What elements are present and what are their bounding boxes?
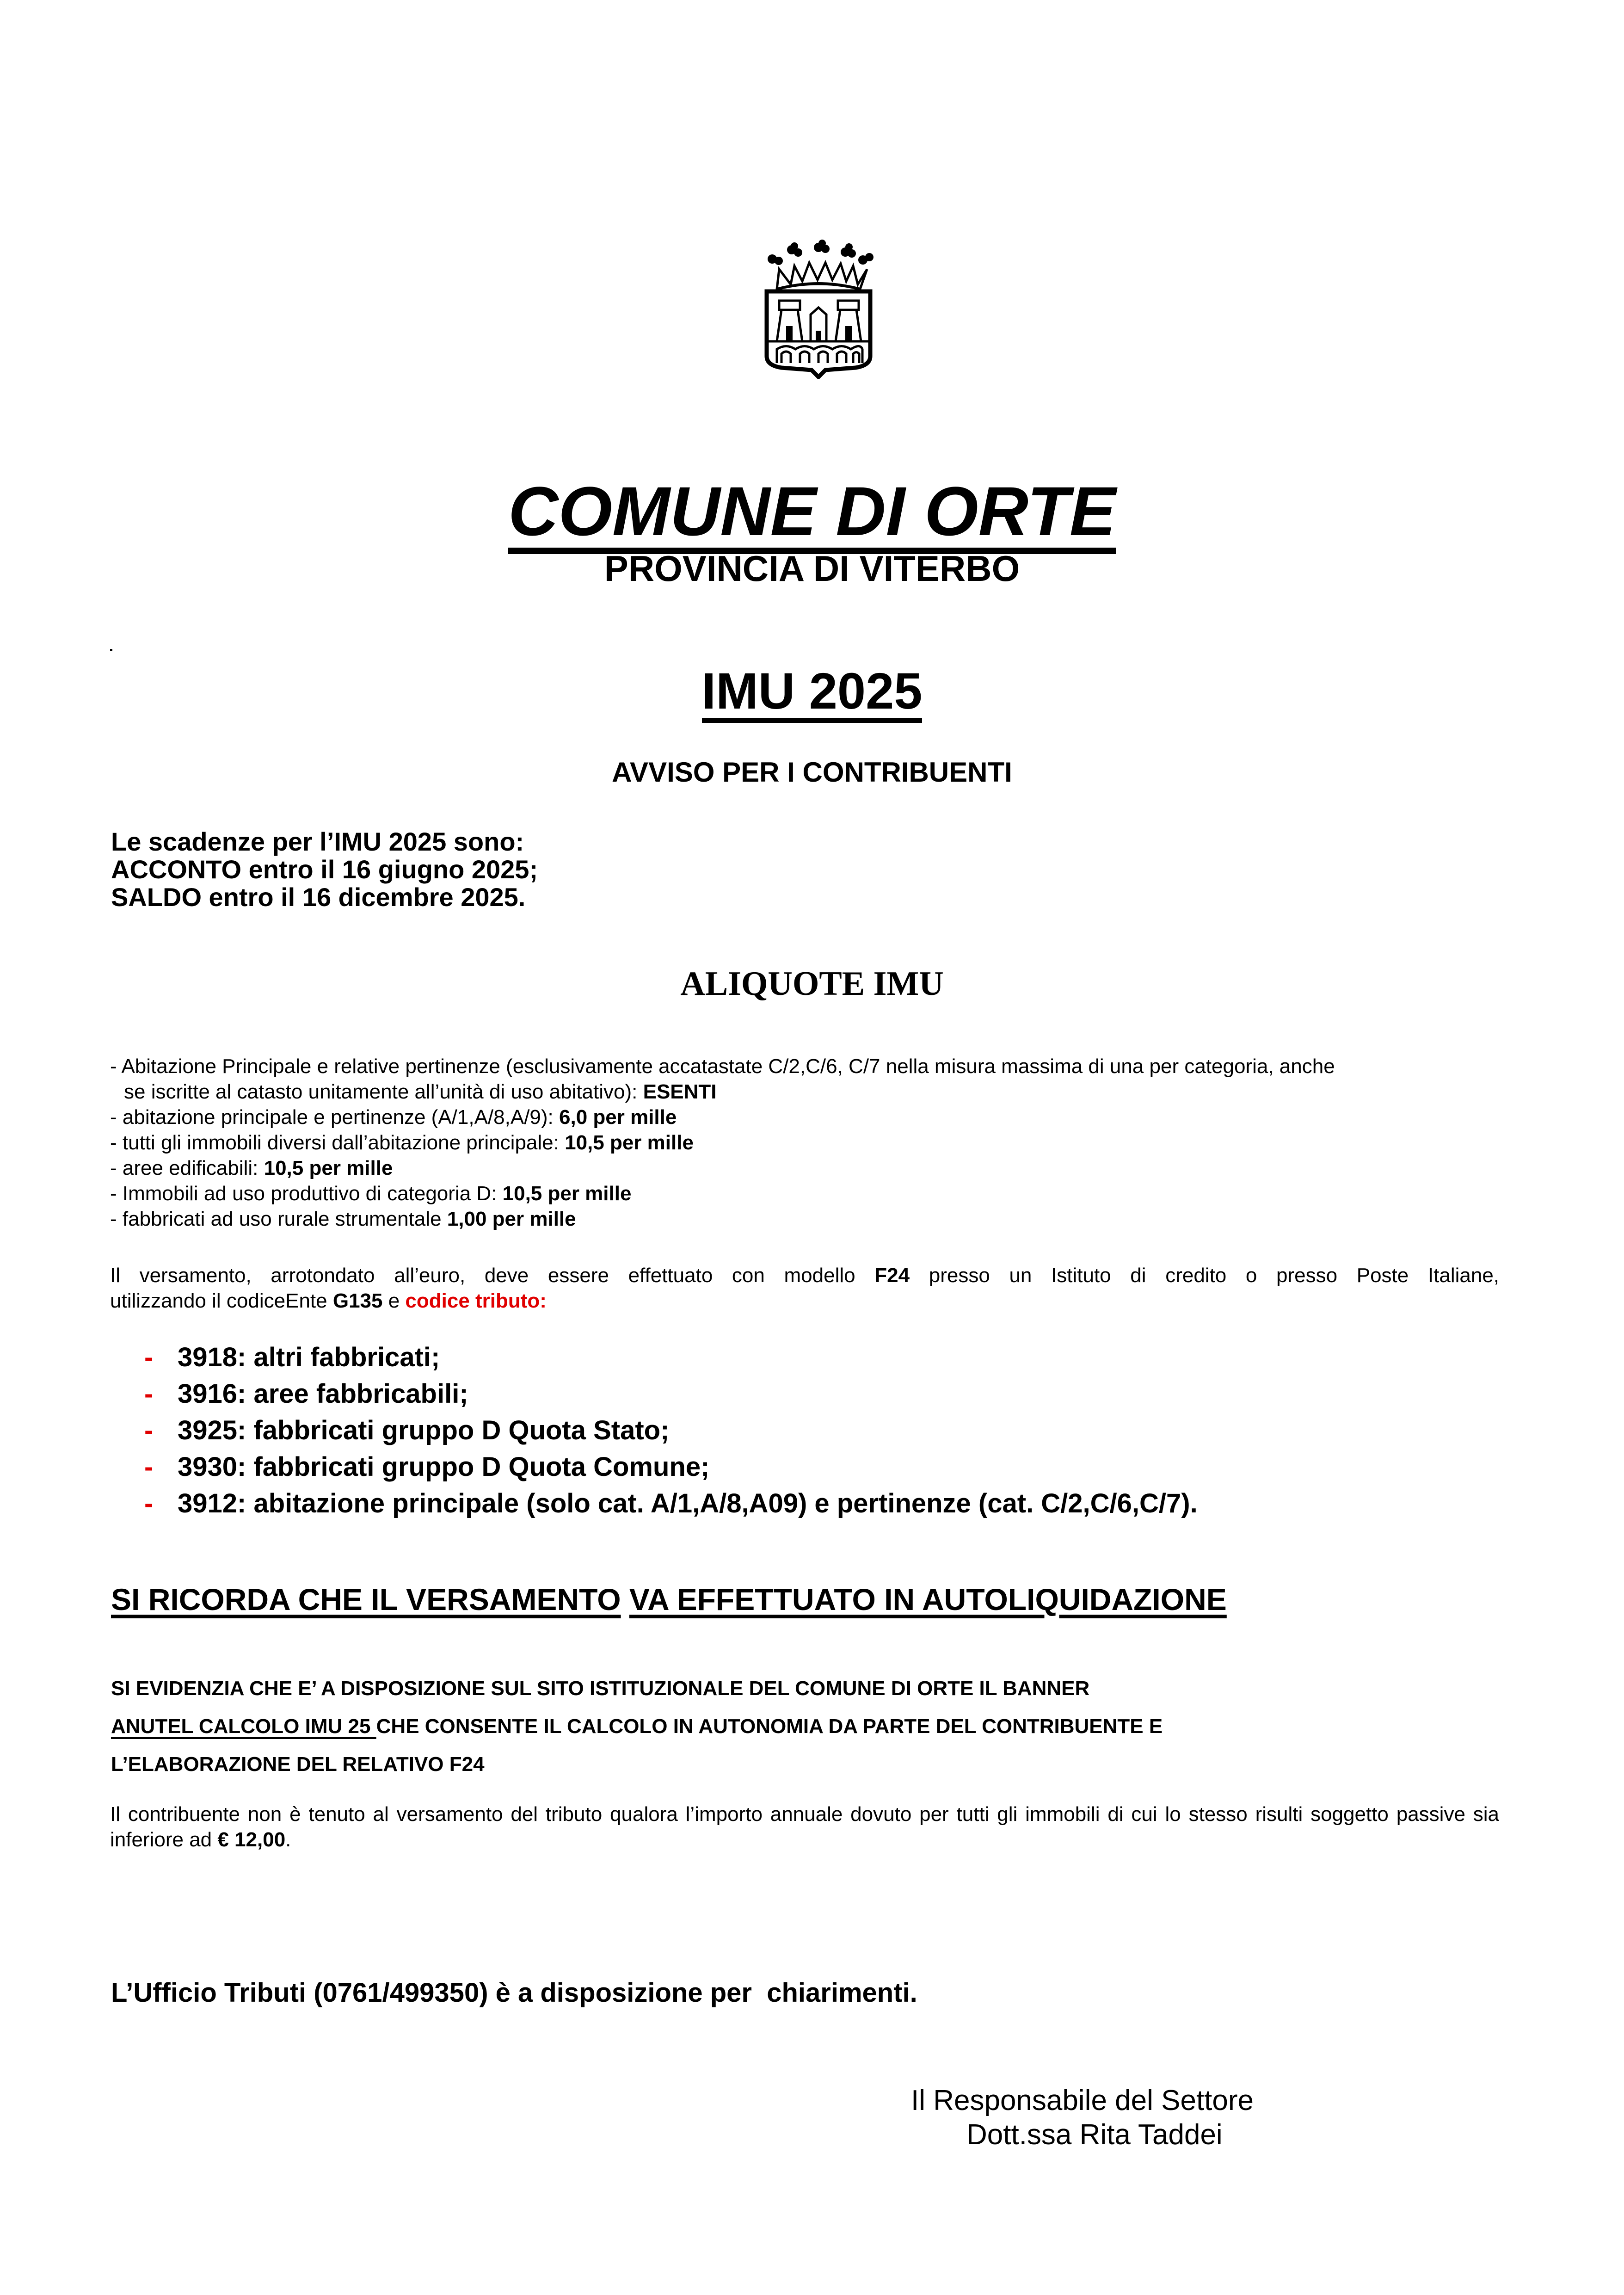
municipality-title: COMUNE DI ORTE	[0, 476, 1624, 554]
rate-item: - abitazione principale e pertinenze (A/1,A/8,A/9): 6,0 per mille	[110, 1106, 677, 1129]
rate-value: 1,00 per mille	[447, 1208, 576, 1230]
anutel-calculator-link[interactable]: ANUTEL CALCOLO IMU 25	[111, 1715, 376, 1738]
rate-value: 10,5 per mille	[565, 1131, 694, 1154]
deadline-acconto: ACCONTO entro il 16 giugno 2025;	[111, 855, 538, 884]
tax-code-item: - 3918: altri fabbricati;	[144, 1339, 1198, 1376]
calculator-banner-info: SI EVIDENZIA CHE E’ A DISPOSIZIONE SUL SITO ISTITUZIONALE DEL COMUNE DI ORTE IL BANNER ANUTEL CALCOLO IMU 25 CHE CONSENTE IL CALCOLO IN AUTONOMIA DA PARTE DEL CONTRIBUENTE E L’ELABORAZIONE DEL RELATIVO F24	[111, 1677, 1163, 1776]
rates-heading: ALIQUOTE IMU	[680, 965, 944, 1003]
payment-instructions: Il versamento, arrotondato all’euro, deve essere effettuato con modello F24 presso un Istituto di credito o presso Poste Italiane, utilizzando il codiceEnte G135 e codice tributo:	[110, 1264, 1500, 1312]
rate-item: - aree edificabili: 10,5 per mille	[110, 1157, 393, 1179]
minimum-threshold-note: Il contribuente non è tenuto al versamento del tributo qualora l’importo annuale dovuto per tutti gli immobili di cui lo stesso risulti soggetto passive sia inferiore ad € 12,00.	[110, 1803, 1499, 1851]
contact-office: L’Ufficio Tributi (0761/499350) è a disposizione per chiarimenti.	[111, 1978, 917, 2008]
tax-codes-list	[144, 1339, 1198, 1522]
rate-value: 10,5 per mille	[502, 1182, 632, 1205]
notice-title: IMU 2025	[0, 666, 1624, 723]
red-dash-bullet: -	[144, 1342, 154, 1372]
red-dash-bullet: -	[144, 1415, 154, 1445]
red-dash-bullet: -	[144, 1488, 154, 1518]
red-dash-bullet: -	[144, 1379, 154, 1409]
signatory-name: Dott.ssa Rita Taddei	[966, 2119, 1223, 2151]
rate-item: - tutti gli immobili diversi dall’abitazione principale: 10,5 per mille	[110, 1131, 694, 1154]
rate-item: se iscritte al catasto unitamente all’unità di uso abitativo): ESENTI	[124, 1080, 717, 1103]
municipal-crest-icon	[758, 227, 879, 379]
tax-code-item: - 3916: aree fabbricabili;	[144, 1376, 1198, 1412]
province-subtitle: PROVINCIA DI VITERBO	[604, 548, 1020, 589]
rates-list	[110, 1054, 1525, 1232]
tax-code-item: - 3925: fabbricati gruppo D Quota Stato;	[144, 1412, 1198, 1449]
rate-value: 10,5 per mille	[264, 1157, 393, 1179]
signatory-role: Il Responsabile del Settore	[911, 2085, 1254, 2116]
tax-code-item: - 3930: fabbricati gruppo D Quota Comune;	[144, 1449, 1198, 1485]
tax-code-label: codice tributo:	[405, 1289, 547, 1312]
notice-subtitle: AVVISO PER I CONTRIBUENTI	[612, 757, 1012, 788]
rate-value: 6,0 per mille	[559, 1106, 677, 1129]
self-assessment-reminder: SI RICORDA CHE IL VERSAMENTO VA EFFETTUATO IN AUTOLIQUIDAZIONE	[111, 1582, 1227, 1616]
rate-value: ESENTI	[643, 1080, 717, 1103]
rate-item: - Immobili ad uso produttivo di categoria D: 10,5 per mille	[110, 1182, 632, 1205]
tax-code-item: - 3912: abitazione principale (solo cat. A/1,A/8,A09) e pertinenze (cat. C/2,C/6,C/7).	[144, 1485, 1198, 1522]
deadlines-block	[111, 828, 538, 911]
deadline-saldo: SALDO entro il 16 dicembre 2025.	[111, 882, 526, 912]
red-dash-bullet: -	[144, 1452, 154, 1482]
rate-item: - fabbricati ad uso rurale strumentale 1,00 per mille	[110, 1208, 576, 1230]
threshold-amount: € 12,00	[217, 1828, 286, 1851]
stray-dot	[110, 649, 112, 651]
rate-item: - Abitazione Principale e relative pertinenze (esclusivamente accatastate C/2,C/6, C/7 nella misura massima di una per categoria, anche	[110, 1055, 1335, 1078]
signature-block	[911, 2084, 1254, 2152]
deadlines-intro: Le scadenze per l’IMU 2025 sono:	[111, 827, 524, 856]
